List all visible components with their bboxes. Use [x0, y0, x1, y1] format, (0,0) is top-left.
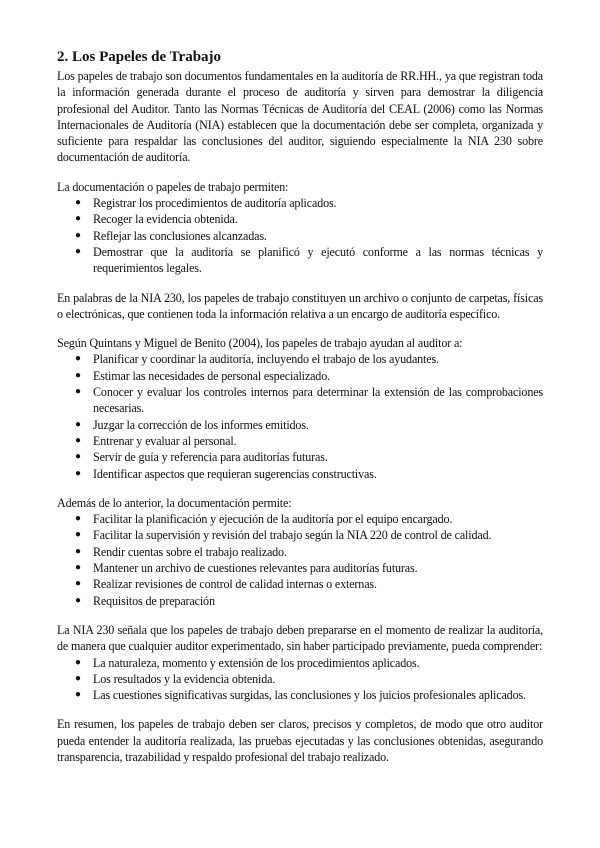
- conclusion-paragraph: En resumen, los papeles de trabajo deben ser claros, precisos y completos, de modo que otro auditor pueda entender la auditoría realizada, las pruebas ejecutadas y las conclusiones obtenidas, asegurando transparencia, trazabilidad y respaldo profesional del trabajo realizado.: [57, 717, 543, 764]
- section-title: 2. Los Papeles de Trabajo: [57, 49, 222, 65]
- bullet-icon: ●: [75, 213, 81, 225]
- bullet-icon: ●: [75, 369, 81, 381]
- list-item: ● Facilitar la supervisión y revisión del trabajo según la NIA 220 de control de calidad.: [75, 528, 492, 543]
- bullet-icon: ●: [75, 594, 81, 606]
- list-item: ● Conocer y evaluar los controles internos para determinar la extensión de las comprobaciones necesarias.: [75, 385, 543, 416]
- list-item: ● Los resultados y la evidencia obtenida.: [75, 671, 276, 686]
- section2-list: [57, 351, 543, 481]
- section1-lead: La documentación o papeles de trabajo permiten:: [57, 179, 289, 194]
- list-item: ● Entrenar y evaluar al personal.: [75, 433, 237, 448]
- bullet-icon: ●: [75, 386, 81, 398]
- document-page: [57, 48, 543, 765]
- bullet-icon: ●: [75, 513, 81, 525]
- bullet-icon: ●: [75, 672, 81, 684]
- list-item: ● Recoger la evidencia obtenida.: [75, 212, 238, 227]
- list-item: ● Reflejar las conclusiones alcanzadas.: [75, 228, 267, 243]
- bullet-icon: ●: [75, 656, 81, 668]
- section3-list: [57, 511, 543, 609]
- section1-list: [57, 195, 543, 276]
- nia-paragraph: En palabras de la NIA 230, los papeles de trabajo constituyen un archivo o conjunto de carpetas, físicas o electrónicas, que contienen toda la información relativa a un encargo de auditoría específico.: [57, 290, 543, 321]
- bullet-icon: ●: [75, 434, 81, 446]
- list-item: ● Registrar los procedimientos de auditoría aplicados.: [75, 196, 337, 211]
- list-item: ● Estimar las necesidades de personal especializado.: [75, 368, 330, 383]
- section4-lead: La NIA 230 señala que los papeles de trabajo deben prepararse en el momento de realizar la auditoría, de manera que cualquier auditor experimentado, sin haber participado previamente, pueda comprender:: [57, 622, 543, 654]
- list-item: ● Juzgar la corrección de los informes emitidos.: [75, 417, 309, 432]
- bullet-icon: ●: [75, 229, 81, 241]
- list-item: ● Mantener un archivo de cuestiones relevantes para auditorías futuras.: [75, 561, 418, 576]
- bullet-icon: ●: [75, 418, 81, 430]
- list-item: ● Servir de guía y referencia para auditorías futuras.: [75, 450, 328, 465]
- bullet-icon: ●: [75, 197, 81, 209]
- bullet-icon: ●: [75, 529, 81, 541]
- list-item: ● Rendir cuentas sobre el trabajo realizado.: [75, 544, 287, 559]
- list-item: ● Identificar aspectos que requieran sugerencias constructivas.: [75, 466, 377, 481]
- bullet-icon: ●: [75, 562, 81, 574]
- list-item: ● Realizar revisiones de control de calidad internas o externas.: [75, 577, 377, 592]
- bullet-icon: ●: [75, 578, 81, 590]
- bullet-icon: ●: [75, 451, 81, 463]
- list-item: ● Las cuestiones significativas surgidas, las conclusiones y los juicios profesionales aplicados.: [75, 688, 526, 703]
- bullet-icon: ●: [75, 245, 81, 257]
- section2-lead: Según Quintans y Miguel de Benito (2004), los papeles de trabajo ayudan al auditor a:: [57, 336, 463, 351]
- intro-paragraph: Los papeles de trabajo son documentos fundamentales en la auditoría de RR.HH., ya que registran toda la información generada durante el proceso de auditoría y sirven para demostrar la diligencia profesional del Auditor. Tanto las Normas Técnicas de Auditoría del CEAL (2006) como las Normas Internacionales de Auditoría (NIA) establecen que la documentación debe ser completa, organizada y suficiente para respaldar las conclusiones del auditor, siguiendo especialmente la NIA 230 sobre documentación de auditoría.: [57, 69, 543, 165]
- section4-list: [57, 655, 543, 704]
- bullet-icon: ●: [75, 689, 81, 701]
- list-item: ● Facilitar la planificación y ejecución de la auditoría por el equipo encargado.: [75, 512, 453, 527]
- section3-lead: Además de lo anterior, la documentación permite:: [57, 495, 292, 510]
- list-item: ● Demostrar que la auditoría se planificó y ejecutó conforme a las normas técnicas y requerimientos legales.: [75, 244, 543, 276]
- bullet-icon: ●: [75, 467, 81, 479]
- list-item: ● La naturaleza, momento y extensión de los procedimientos aplicados.: [75, 655, 420, 670]
- list-item: ● Requisitos de preparación: [75, 593, 215, 608]
- list-item: ● Planificar y coordinar la auditoría, incluyendo el trabajo de los ayudantes.: [75, 352, 439, 367]
- bullet-icon: ●: [75, 353, 81, 365]
- bullet-icon: ●: [75, 545, 81, 557]
